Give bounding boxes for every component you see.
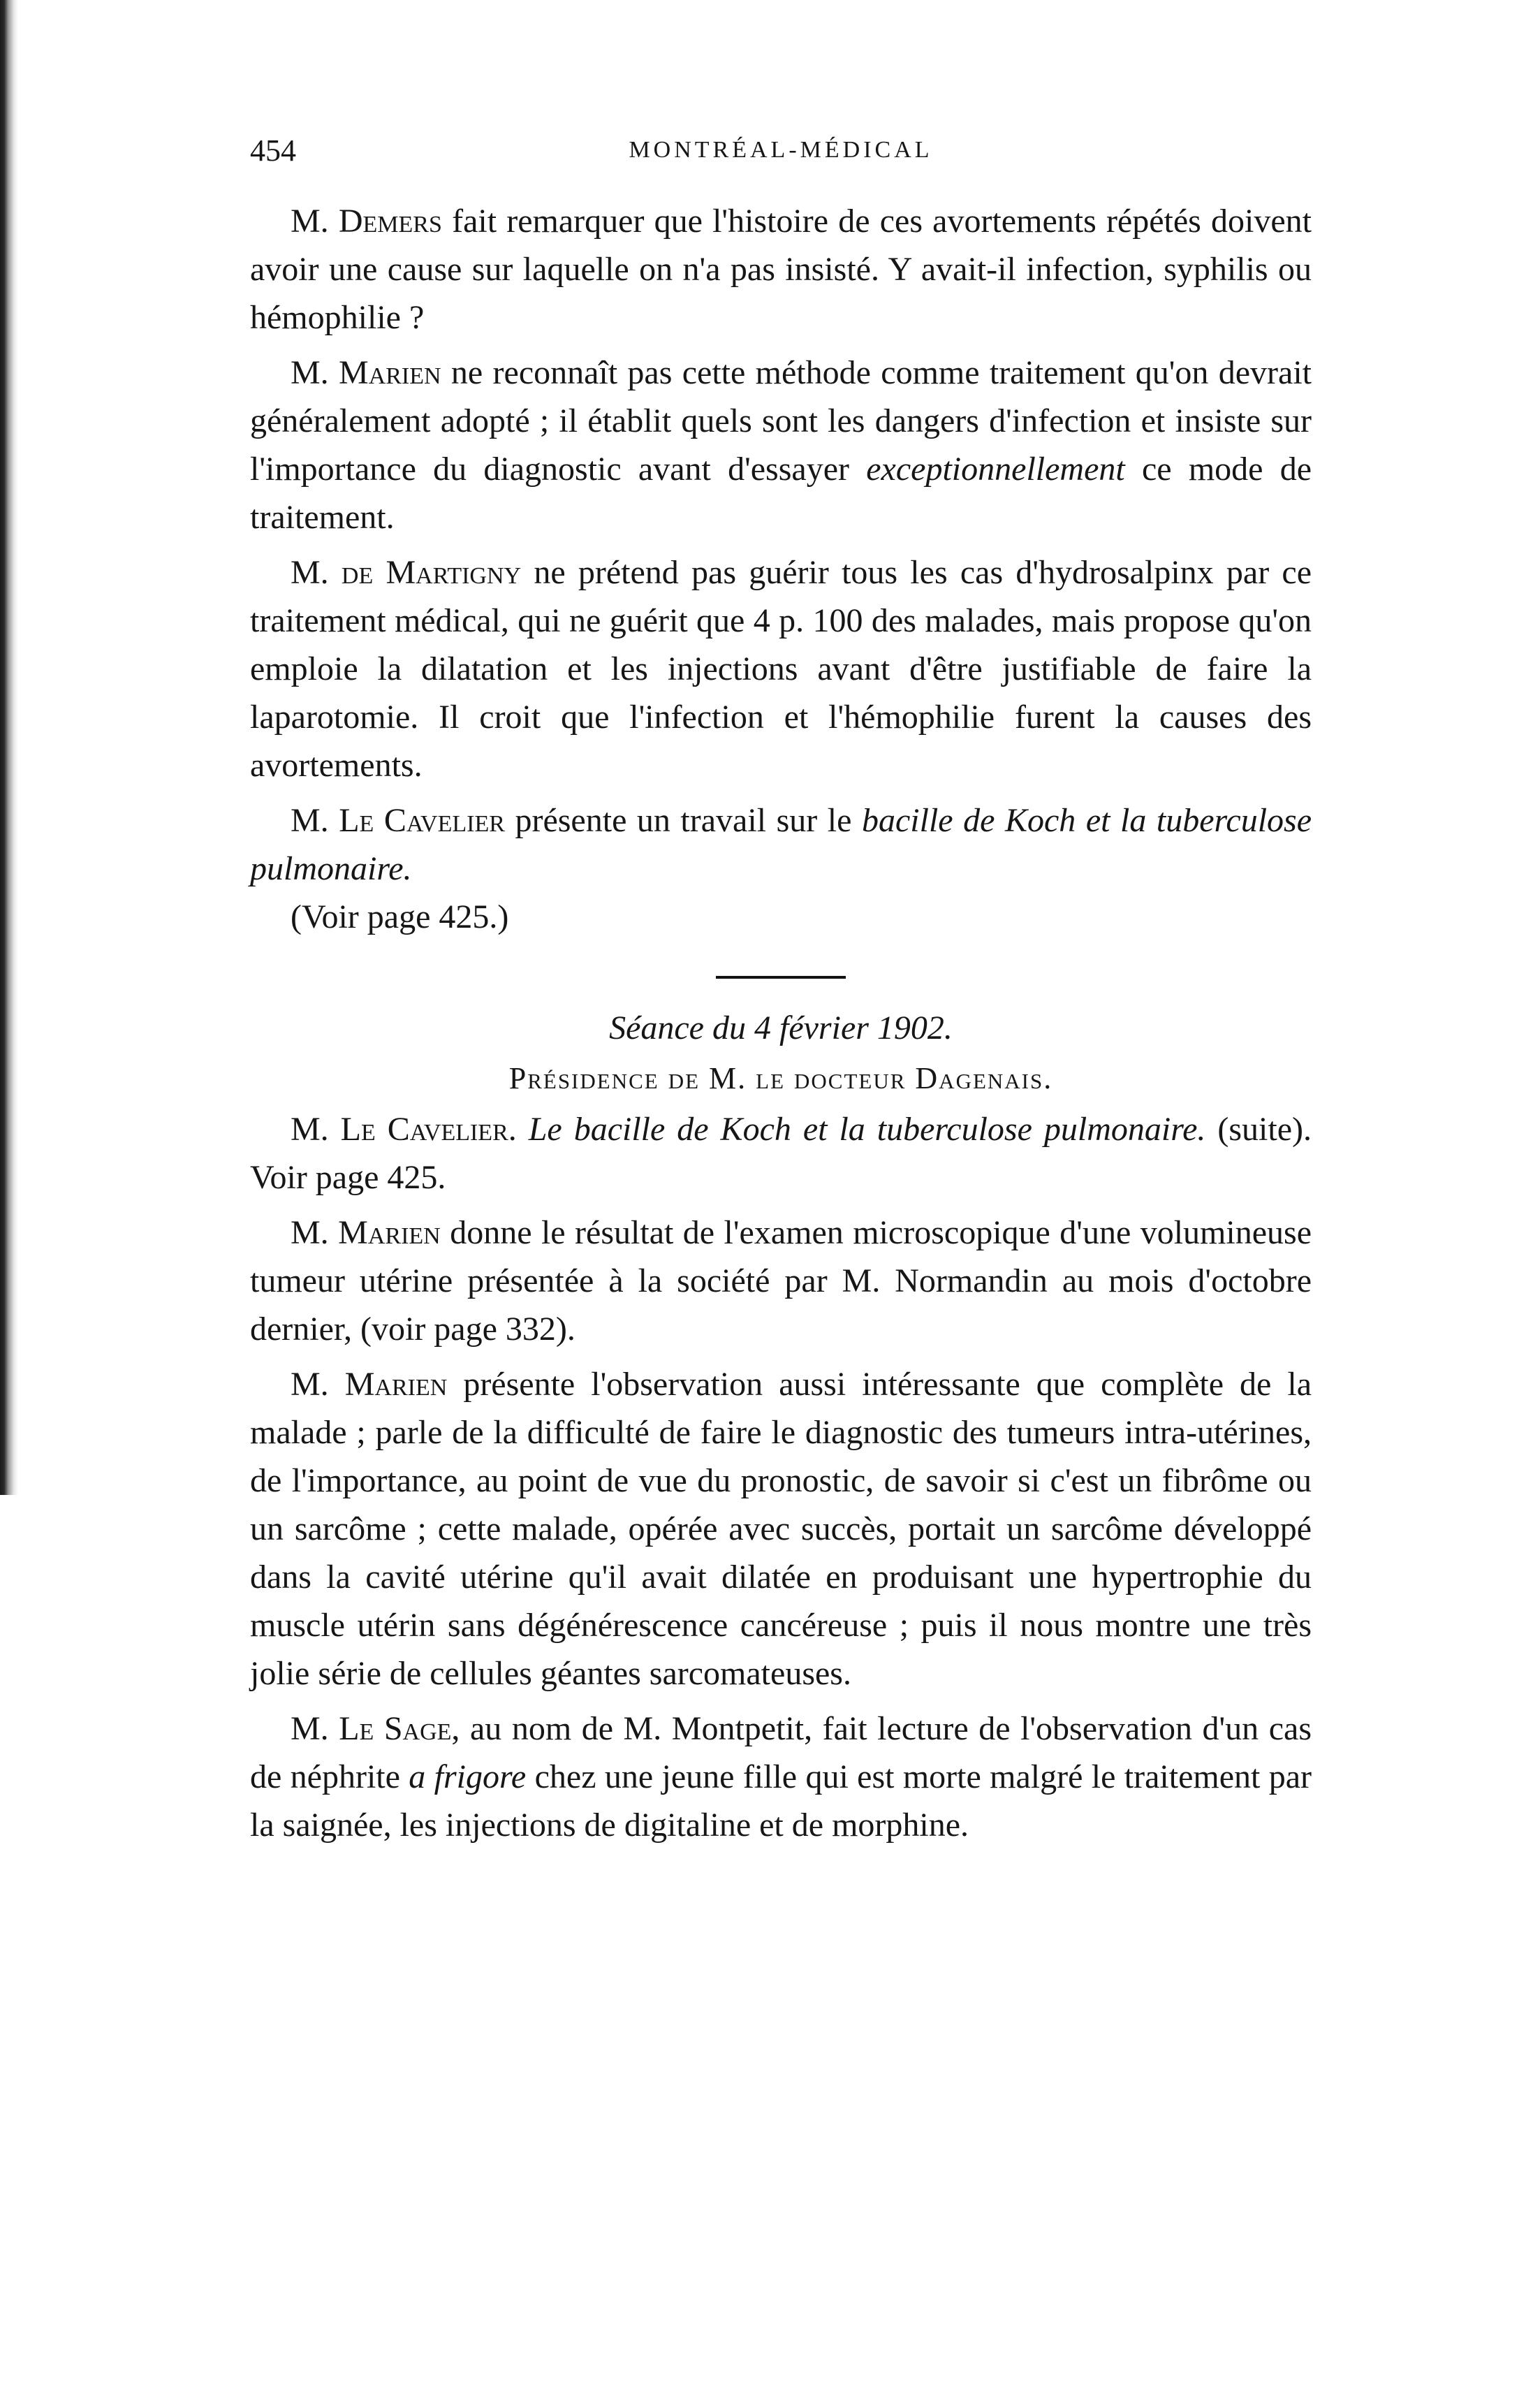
- paragraph-page-reference: (Voir page 425.): [291, 898, 509, 935]
- speaker-title: M.: [291, 203, 329, 240]
- paragraph-text: (suite). Voir page 425.: [250, 1111, 1312, 1196]
- paragraph-text: fait remarquer que l'histoire de ces avortements répétés doivent avoir une cause sur laquelle on n'a pas insisté. Y avait-il infection, syphilis ou hémophilie ?: [250, 203, 1312, 336]
- session-title: Séance du 4 février 1902.: [609, 1009, 953, 1046]
- section-divider: [716, 976, 846, 979]
- speaker-title: M.: [291, 802, 329, 839]
- paragraph-text: ne reconnaît pas cette méthode comme traitement qu'on devrait généralement adopté ; il établit quels sont les dangers d'infection et insiste sur l'importance du diagnostic avant d'essayer: [250, 354, 1312, 488]
- italic-term: a frigore: [409, 1758, 527, 1795]
- paragraph-text: présente un travail sur le: [515, 802, 852, 839]
- speaker-name: Le Sage,: [339, 1710, 460, 1747]
- body-text: [250, 197, 1312, 1849]
- paragraph-demers: [250, 197, 1312, 342]
- paragraph-text-end: ce mode de traitement.: [250, 451, 1312, 536]
- speaker-name: Marien: [338, 1214, 441, 1251]
- speaker-name: Le Cavelier.: [340, 1111, 517, 1148]
- page-number: 454: [250, 133, 296, 168]
- paragraph-le-cavelier-continued: [250, 1105, 1312, 1202]
- italic-term: exceptionnellement: [866, 451, 1125, 488]
- running-head: MONTRÉAL-MÉDICAL: [629, 137, 933, 163]
- paragraph-de-martigny: [250, 548, 1312, 789]
- speaker-name: Marien: [339, 354, 441, 391]
- paragraph-text: présente l'observation aussi intéressante que complète de la malade ; parle de la difficulté de faire le diagnostic des tumeurs intra-utérines, de l'importance, au point de vue du pronostic, de savoir si c'est un fibrôme ou un sarcôme ; cette malade, opérée avec succès, portait un sarcôme développé dans la cavité utérine qu'il avait dilatée en produisant une hypertrophie du muscle utérin sans dégénérescence cancéreuse ; puis il nous montre une très jolie série de cellules géantes sarcomateuses.: [250, 1366, 1312, 1692]
- presidency-line: Présidence de M. le docteur Dagenais.: [508, 1061, 1053, 1095]
- paragraph-marien-method: [250, 349, 1312, 541]
- speaker-name: Marien: [344, 1366, 448, 1403]
- paragraph-text: ne prétend pas guérir tous les cas d'hydrosalpinx par ce traitement médical, qui ne guérit que 4 p. 100 des malades, mais propose qu'on emploie la dilatation et les injections avant d'être justifiable de faire la laparotomie. Il croit que l'infection et l'hémophilie furent la causes des avortements.: [250, 554, 1312, 784]
- paragraph-marien-exam: [250, 1209, 1312, 1353]
- paragraph-le-sage: [250, 1705, 1312, 1849]
- page-header: [250, 133, 1312, 175]
- paragraph-text-end: chez une jeune fille qui est morte malgré le traitement par la saignée, les injections de digitaline et de morphine.: [250, 1758, 1312, 1844]
- paragraph-text: donne le résultat de l'examen microscopique d'une volumineuse tumeur utérine présentée à la société par M. Normandin au mois d'octobre dernier, (voir page 332).: [250, 1214, 1312, 1348]
- speaker-title: M.: [291, 1710, 329, 1747]
- speaker-name: Demers: [338, 203, 442, 240]
- speaker-name: Le Cavelier: [339, 802, 505, 839]
- speaker-title: M.: [291, 1214, 329, 1251]
- speaker-title: M.: [291, 354, 329, 391]
- paragraph-le-cavelier-work: [250, 796, 1312, 893]
- book-page: [250, 133, 1312, 1849]
- italic-work-title: Le bacille de Koch et la tuberculose pulmonaire.: [528, 1111, 1206, 1148]
- paragraph-marien-observation: [250, 1360, 1312, 1698]
- speaker-title: M.: [291, 1366, 329, 1403]
- speaker-name: de Martigny: [341, 554, 522, 591]
- paragraph-text: au nom de M. Montpetit, fait lecture de l'observation d'un cas de néphrite: [250, 1710, 1312, 1795]
- speaker-title: M.: [291, 554, 329, 591]
- speaker-title: M.: [291, 1111, 329, 1148]
- italic-work-title: bacille de Koch et la tuberculose pulmonaire.: [250, 802, 1312, 887]
- page-binding-edge: [0, 0, 18, 1495]
